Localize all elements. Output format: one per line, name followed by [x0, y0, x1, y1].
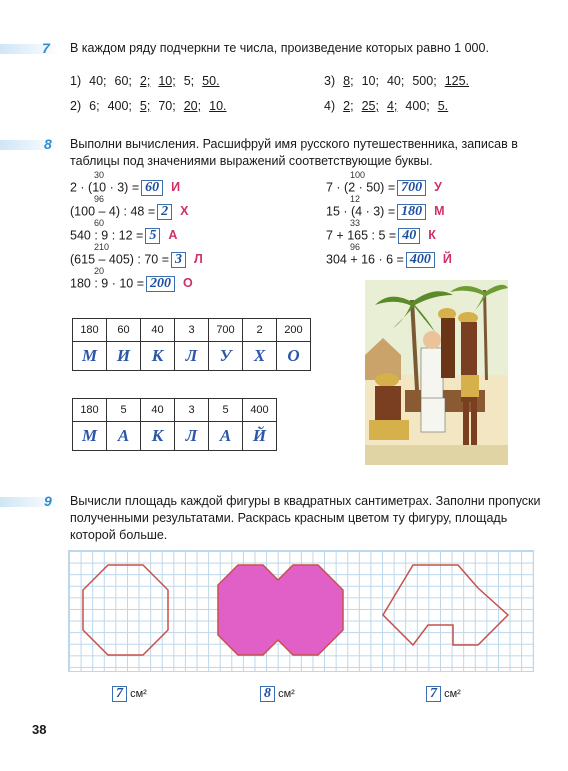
intermediate-result: 30 [94, 170, 105, 180]
expression [326, 228, 436, 244]
page-number: 38 [32, 722, 47, 737]
table-letter-cell[interactable]: Л [175, 422, 209, 451]
expression [70, 180, 180, 196]
answer-letter: Й [442, 252, 452, 267]
number-item[interactable]: 8; [343, 74, 354, 88]
intermediate-result: 60 [94, 218, 105, 228]
number-item[interactable]: 2; [139, 74, 151, 88]
area-answer-3 [424, 686, 461, 702]
table-letter-cell[interactable]: К [141, 342, 175, 371]
cipher-table-2 [72, 398, 277, 451]
answer-box[interactable]: 2 [157, 204, 172, 220]
expression-text: 15 · (4 · 3) = [326, 204, 396, 219]
number-item[interactable]: 60; [114, 74, 132, 88]
answer-letter: О [183, 276, 193, 291]
table-value-cell: 400 [243, 399, 277, 422]
table-letter-cell[interactable]: А [209, 422, 243, 451]
table-letter-cell[interactable]: У [209, 342, 243, 371]
table-letter-cell[interactable]: Й [243, 422, 277, 451]
number-item[interactable]: 50. [202, 74, 220, 88]
number-item[interactable]: 6; [89, 99, 100, 113]
number-item[interactable]: 4; [386, 99, 398, 113]
task7-row-2 [70, 99, 235, 113]
expression [70, 276, 193, 292]
number-item[interactable]: 400; [405, 99, 430, 113]
table-value-cell: 5 [209, 399, 243, 422]
answer-box[interactable]: 400 [406, 252, 435, 268]
table-value-cell: 3 [175, 319, 209, 342]
area-unit-3: см² [444, 687, 461, 700]
row-label: 2) [70, 99, 82, 113]
answer-letter: К [428, 228, 436, 243]
number-item[interactable]: 40; [386, 74, 405, 88]
intermediate-result: 96 [350, 242, 361, 252]
number-item[interactable]: 125. [444, 74, 470, 88]
number-item[interactable]: 40; [89, 74, 107, 88]
answer-box[interactable]: 700 [397, 180, 426, 196]
number-item[interactable]: 500; [412, 74, 437, 88]
table-letter-cell[interactable]: И [107, 342, 141, 371]
number-item[interactable]: 5; [183, 74, 195, 88]
task7-row-3 [324, 74, 477, 88]
cipher-table-1 [72, 318, 311, 371]
table-value-cell: 180 [73, 319, 107, 342]
row-label: 1) [70, 74, 82, 88]
table-letter-cell[interactable]: А [107, 422, 141, 451]
table-value-cell: 40 [141, 399, 175, 422]
task7-number: 7 [42, 40, 50, 56]
expression-text: (100 – 4) : 48 = [70, 204, 156, 219]
area-unit-2: см² [278, 687, 295, 700]
double-octagon-figure [218, 565, 343, 655]
area-value-3[interactable]: 7 [426, 686, 441, 702]
expression [326, 252, 452, 268]
number-item[interactable]: 400; [107, 99, 132, 113]
area-answer-2 [258, 686, 295, 702]
table-letter-cell[interactable]: Л [175, 342, 209, 371]
expression-text: 304 + 16 · 6 = [326, 252, 404, 267]
answer-box[interactable]: 3 [171, 252, 186, 268]
expression [70, 228, 177, 244]
number-item[interactable]: 70; [158, 99, 176, 113]
expression [326, 204, 445, 220]
expression-text: 180 : 9 · 10 = [70, 276, 145, 291]
expression-text: 7 · (2 · 50) = [326, 180, 396, 195]
answer-box[interactable]: 5 [145, 228, 160, 244]
intermediate-result: 12 [350, 194, 361, 204]
answer-letter: У [434, 180, 442, 195]
illustration [365, 280, 508, 465]
task9-text: Вычисли площадь каждой фигуры в квадратных сантиметрах. Заполни пропуски полученными результатами. Раскрась красным цветом ту фигуру, площадь которой больше. [70, 494, 541, 542]
answer-box[interactable]: 200 [146, 276, 175, 292]
intermediate-result: 33 [350, 218, 361, 228]
area-answer-1 [110, 686, 147, 702]
expression-text: 2 · (10 · 3) = [70, 180, 140, 195]
row-label: 3) [324, 74, 336, 88]
table-value-cell: 40 [141, 319, 175, 342]
answer-letter: И [171, 180, 181, 195]
intermediate-result: 100 [350, 170, 366, 180]
row-label: 4) [324, 99, 336, 113]
table-letter-cell[interactable]: Х [243, 342, 277, 371]
number-item[interactable]: 10. [209, 99, 227, 113]
intermediate-result: 210 [94, 242, 110, 252]
table-value-cell: 3 [175, 399, 209, 422]
number-item[interactable]: 5. [437, 99, 449, 113]
answer-letter: А [168, 228, 178, 243]
figures [68, 550, 532, 670]
table-letter-cell[interactable]: О [277, 342, 311, 371]
table-letter-cell[interactable]: К [141, 422, 175, 451]
area-value-1[interactable]: 7 [112, 686, 127, 702]
number-item[interactable]: 2; [343, 99, 354, 113]
number-item[interactable]: 10; [361, 74, 379, 88]
table-value-cell: 180 [73, 399, 107, 422]
number-item[interactable]: 25; [361, 99, 379, 113]
arrow-figure [383, 565, 508, 645]
table-value-cell: 200 [277, 319, 311, 342]
area-value-2[interactable]: 8 [260, 686, 275, 702]
table-value-cell: 700 [209, 319, 243, 342]
task8-text: Выполни вычисления. Расшифруй имя русского путешественника, записав в таблицы под значениями выражений соответствующие буквы. [70, 137, 518, 168]
area-unit-1: см² [130, 687, 147, 700]
answer-letter: Х [180, 204, 189, 219]
answer-box[interactable]: 40 [398, 228, 420, 244]
answer-box[interactable]: 180 [397, 204, 426, 220]
task7-text: В каждом ряду подчеркни те числа, произведение которых равно 1 000. [70, 41, 489, 55]
task8-number: 8 [44, 136, 52, 152]
number-item[interactable]: 5; [139, 99, 151, 113]
intermediate-result: 20 [94, 266, 105, 276]
task9-number: 9 [44, 493, 52, 509]
table-letter-cell[interactable]: М [73, 342, 107, 371]
answer-box[interactable]: 60 [141, 180, 163, 196]
expression [70, 252, 203, 268]
octagon-figure [83, 565, 168, 655]
table-value-cell: 2 [243, 319, 277, 342]
table-letter-cell[interactable]: М [73, 422, 107, 451]
answer-letter: Л [194, 252, 203, 267]
expression-text: 7 + 165 : 5 = [326, 228, 397, 243]
table-value-cell: 5 [107, 399, 141, 422]
intermediate-result: 96 [94, 194, 105, 204]
number-item[interactable]: 10; [158, 74, 176, 88]
expression-text: 540 : 9 : 12 = [70, 228, 144, 243]
expression-text: (615 – 405) : 70 = [70, 252, 170, 267]
expression [70, 204, 188, 220]
task7-row-4 [324, 99, 456, 113]
table-value-cell: 60 [107, 319, 141, 342]
task7-row-1 [70, 74, 228, 88]
answer-letter: М [434, 204, 445, 219]
expression [326, 180, 442, 196]
number-item[interactable]: 20; [183, 99, 202, 113]
